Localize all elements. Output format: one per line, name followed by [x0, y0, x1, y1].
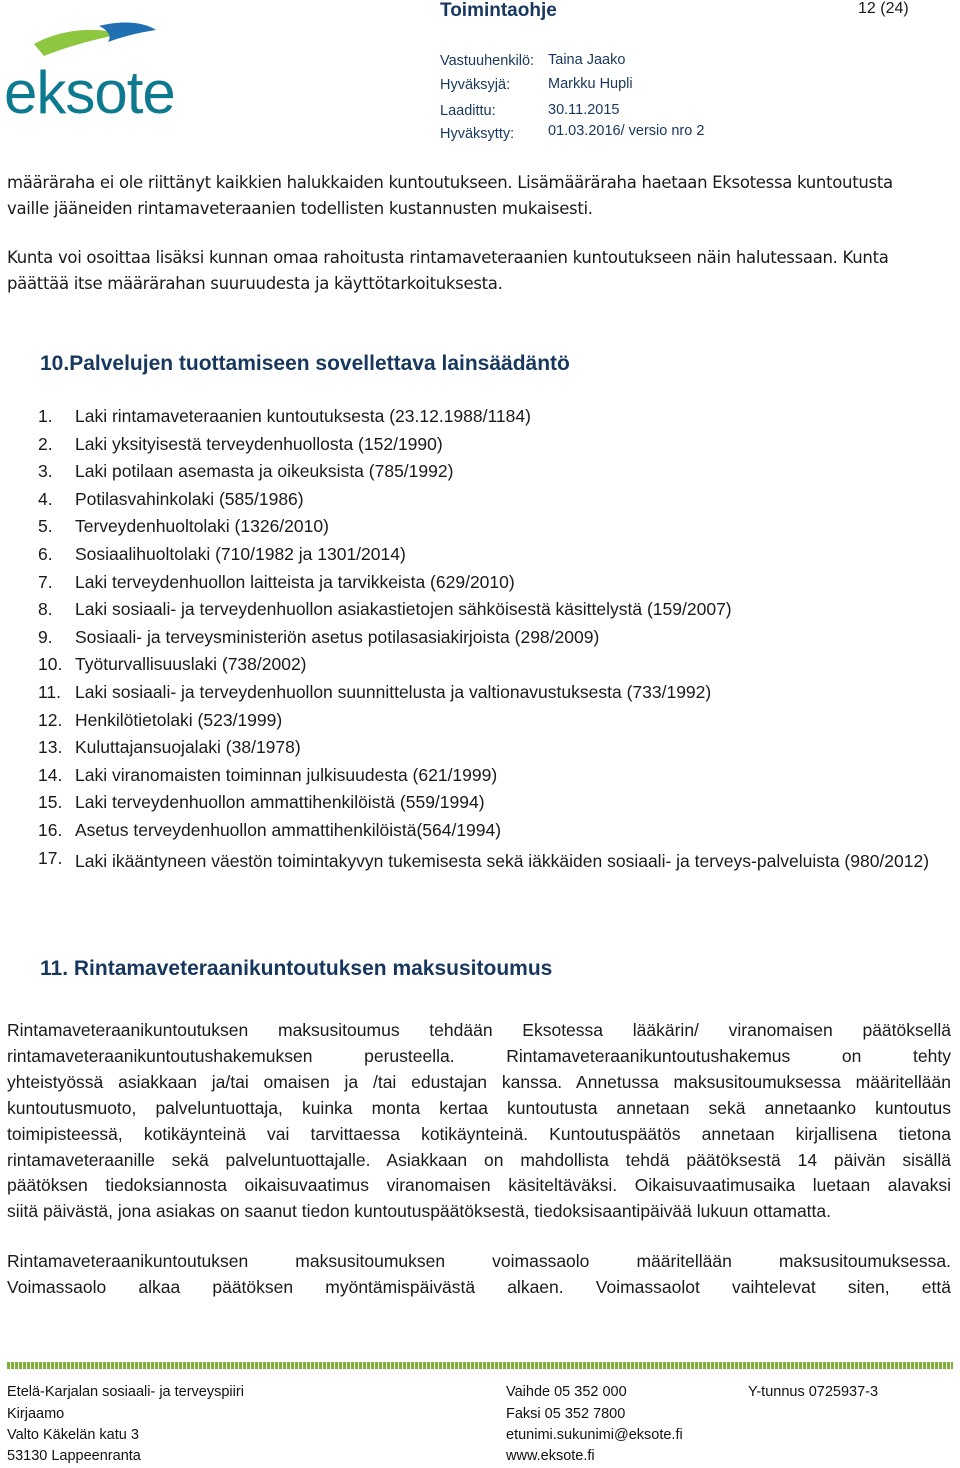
footer-street: Valto Käkelän katu 3 [7, 1427, 139, 1443]
section-11-paragraph-1 [7, 1018, 951, 1225]
list-number: 13. [38, 737, 63, 758]
list-text: Kuluttajansuojalaki (38/1978) [75, 737, 301, 758]
text-line: Kunta voi osoittaa lisäksi kunnan omaa rahoitusta rintamaveteraanien kuntoutukseen näin halutessaan. Kunta [7, 248, 889, 267]
text-line: Rintamaveteraanikuntoutuksen maksusitoumus tehdään Eksotessa lääkärin/ viranomaisen päätöksellä [7, 1020, 951, 1040]
list-number: 7. [38, 571, 53, 592]
meta-label-approver: Hyväksyjä: [440, 77, 511, 93]
list-number: 2. [38, 433, 53, 454]
section-11-heading: 11. Rintamaveteraanikuntoutuksen maksusitoumus [40, 957, 553, 980]
list-item [38, 848, 952, 902]
list-number: 3. [38, 461, 53, 482]
meta-value-approved: 01.03.2016/ versio nro 2 [548, 123, 705, 139]
meta-label-approved: Hyväksytty: [440, 126, 515, 142]
list-number: 17. [38, 847, 63, 868]
list-number: 9. [38, 626, 53, 647]
list-item [38, 516, 952, 544]
list-text: Sosiaalihuoltolaki (710/1982 ja 1301/2014) [75, 543, 406, 564]
list-number: 8. [38, 599, 53, 620]
list-text: Laki terveydenhuollon ammattihenkilöistä (559/1994) [75, 792, 485, 813]
list-item [38, 599, 952, 627]
list-item [38, 654, 952, 682]
list-text: Laki sosiaali- ja terveydenhuollon asiakastietojen sähköisestä käsittelystä (159/2007) [75, 599, 732, 620]
law-list [38, 406, 952, 902]
list-text: Asetus terveydenhuollon ammattihenkilöistä(564/1994) [75, 819, 502, 840]
eksote-logo [4, 20, 175, 126]
list-item [38, 820, 952, 848]
footer-fax: Faksi 05 352 7800 [506, 1406, 626, 1422]
list-item [38, 627, 952, 655]
meta-value-created: 30.11.2015 [548, 102, 620, 118]
text-line: rintamaveteraanille sekä palveluntuottajalle. Asiakkaan on mahdollista tehdä päätöksestä 14 päivän sisällä [7, 1149, 951, 1170]
footer-registry: Kirjaamo [7, 1406, 65, 1422]
text-line: yhteistyössä asiakkaan ja/tai omaisen ja /tai edustajan kanssa. Annetussa maksusitoumuksessa määritellään [7, 1071, 951, 1092]
list-text: Sosiaali- ja terveysministeriön asetus potilasasiakirjoista (298/2009) [75, 626, 600, 647]
list-text: Laki rintamaveteraanien kuntoutuksesta (23.12.1988/1184) [75, 406, 531, 426]
list-number: 6. [38, 543, 53, 564]
list-item [38, 682, 952, 710]
text-line: määräraha ei ole riittänyt kaikkien halukkaiden kuntoutukseen. Lisämääräraha haetaan Eksotessa kuntoutusta [7, 173, 893, 192]
text-line: Voimassaolo alkaa päätöksen myöntämispäivästä alkaen. Voimassaolot vaihtelevat siten, että [7, 1276, 951, 1297]
text-line: kuntoutusmuoto, palveluntuottaja, kuinka monta kertaa kuntoutusta annetaan sekä annetaanko kuntoutus [7, 1097, 951, 1118]
list-item [38, 434, 952, 462]
text-line: toimipisteessä, kotikäynteinä vai tarvittaessa kotikäynteinä. Kuntoutuspäätös annetaan kirjallisena tietona [7, 1123, 951, 1144]
meta-value-approver: Markku Hupli [548, 76, 633, 92]
footer-divider [7, 1362, 953, 1369]
text-line: vaille jääneiden rintamaveteraanien todellisten kustannusten mukaisesti. [7, 199, 593, 218]
list-number: 12. [38, 709, 63, 730]
meta-label-responsible: Vastuuhenkilö: [440, 53, 535, 69]
list-text: Laki ikääntyneen väestön toimintakyvyn tukemisesta sekä iäkkäiden sosiaali- ja terveys-palveluista (980/2012) [75, 850, 930, 871]
text-line: siitä päivästä, jona asiakas on saanut tiedon kuntoutuspäätöksestä, tiedoksisaantipäivää lukuun ottamatta. [7, 1201, 832, 1222]
meta-label-created: Laadittu: [440, 103, 496, 119]
logo-wordmark: eksote [4, 59, 175, 126]
list-text: Henkilötietolaki (523/1999) [75, 709, 283, 730]
list-item [38, 489, 952, 517]
list-text: Laki potilaan asemasta ja oikeuksista (785/1992) [75, 461, 454, 482]
list-item [38, 406, 952, 434]
list-item [38, 461, 952, 489]
list-item [38, 792, 952, 820]
list-item [38, 765, 952, 793]
text-line: päätöksen tiedoksiannosta oikaisuvaatimus viranomaisen käsiteltäväksi. Oikaisuvaatimusaika luetaan alavaksi [7, 1175, 951, 1196]
list-item [38, 572, 952, 600]
text-line: päättää itse määrärahan suuruudesta ja käyttötarkoituksesta. [7, 274, 503, 293]
list-number: 16. [38, 819, 63, 840]
list-text: Laki viranomaisten toiminnan julkisuudesta (621/1999) [75, 764, 498, 785]
footer-postal: 53130 Lappeenranta [7, 1448, 141, 1464]
list-item [38, 710, 952, 738]
list-text: Laki sosiaali- ja terveydenhuollon suunnittelusta ja valtionavustuksesta (733/1992) [75, 681, 712, 702]
page-number: 12 (24) [858, 0, 909, 17]
list-number: 10. [38, 654, 63, 675]
list-number: 4. [38, 488, 53, 509]
text-line: rintamaveteraanikuntoutushakemuksen perusteella. Rintamaveteraanikuntoutushakemus on tehty [7, 1045, 951, 1066]
section-10-heading: 10.Palvelujen tuottamiseen sovellettava lainsäädäntö [40, 352, 570, 375]
list-text: Työturvallisuuslaki (738/2002) [75, 654, 307, 675]
footer-phone: Vaihde 05 352 000 [506, 1384, 627, 1400]
list-number: 5. [38, 516, 53, 537]
list-text: Laki yksityisestä terveydenhuollosta (152/1990) [75, 433, 443, 454]
footer-org: Etelä-Karjalan sosiaali- ja terveyspiiri [7, 1384, 244, 1400]
document-title: Toimintaohje [440, 0, 557, 21]
list-number: 14. [38, 764, 63, 785]
footer-website[interactable]: www.eksote.fi [506, 1448, 595, 1464]
list-number: 1. [38, 406, 53, 426]
list-text: Terveydenhuoltolaki (1326/2010) [75, 516, 329, 537]
list-text: Laki terveydenhuollon laitteista ja tarvikkeista (629/2010) [75, 571, 515, 592]
text-line: Rintamaveteraanikuntoutuksen maksusitoumuksen voimassaolo määritellään maksusitoumuksessa. [7, 1251, 951, 1271]
list-text: Potilasvahinkolaki (585/1986) [75, 488, 304, 509]
section-11-paragraph-2 [7, 1249, 951, 1301]
intro-paragraph-1 [7, 170, 951, 222]
footer-email[interactable]: etunimi.sukunimi@eksote.fi [506, 1427, 683, 1443]
intro-paragraph-2 [7, 245, 951, 297]
list-number: 11. [38, 681, 62, 702]
list-item [38, 544, 952, 572]
list-item [38, 737, 952, 765]
footer-business-id: Y-tunnus 0725937-3 [748, 1384, 879, 1400]
list-number: 15. [38, 792, 63, 813]
meta-value-responsible: Taina Jaako [548, 52, 626, 68]
